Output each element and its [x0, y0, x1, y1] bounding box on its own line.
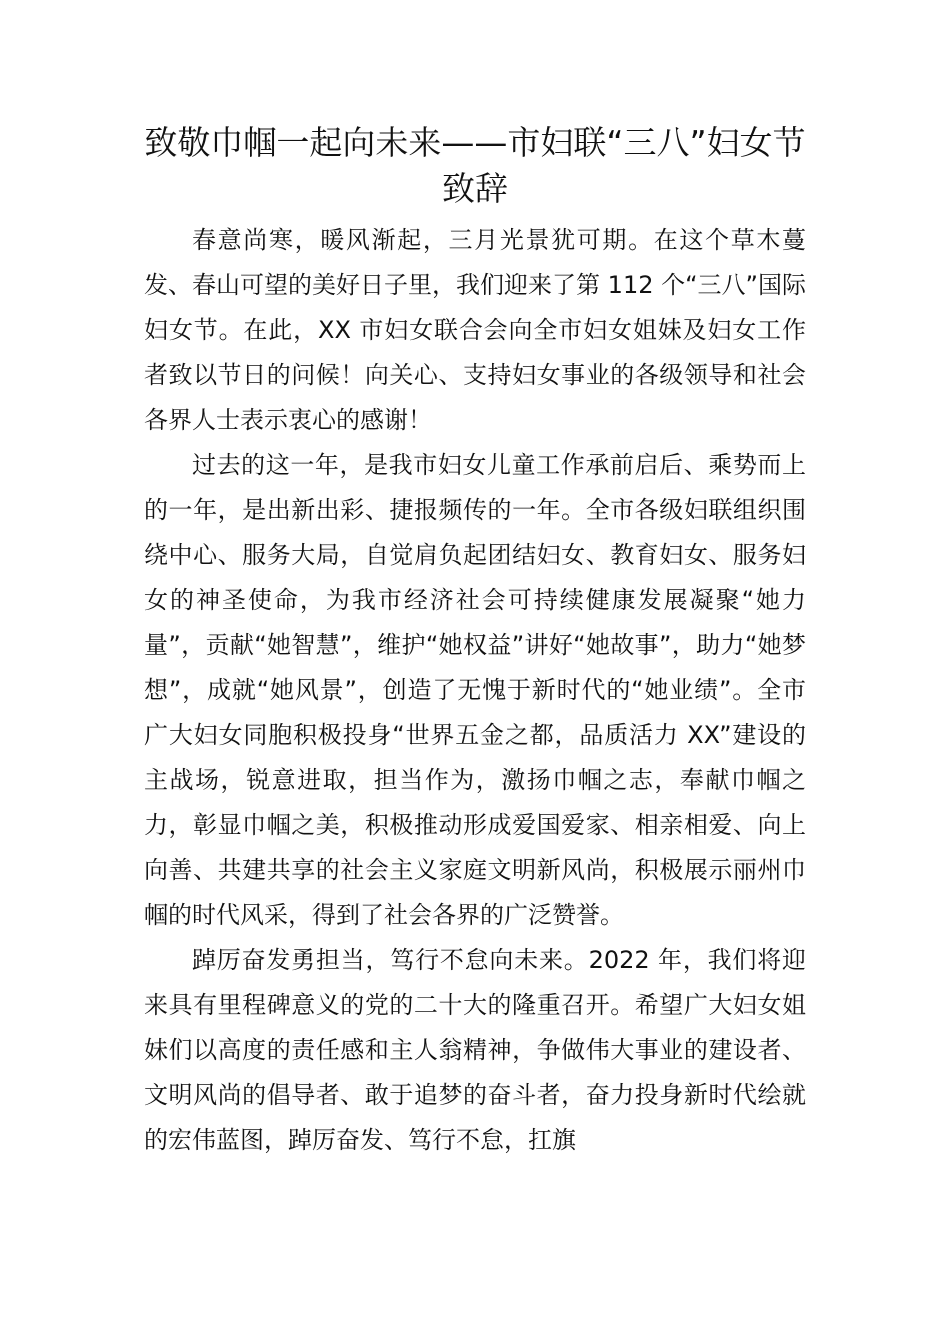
paragraph-1: 春意尚寒，暖风渐起，三月光景犹可期。在这个草木蔓发、春山可望的美好日子里，我们迎来了第 112 个“三八”国际妇女节。在此，XX 市妇女联合会向全市妇女姐妹及妇女工作者致以节日的问候！向关心、支持妇女事业的各级领导和社会各界人士表示衷心的感谢！ — [144, 226, 806, 434]
paragraph-3: 踔厉奋发勇担当，笃行不怠向未来。2022 年，我们将迎来具有里程碑意义的党的二十大的隆重召开。希望广大妇女姐妹们以高度的责任感和主人翁精神，争做伟大事业的建设者、文明风尚的倡导者、敢于追梦的奋斗者，奋力投身新时代绘就的宏伟蓝图，踔厉奋发、笃行不怠，扛旗 — [144, 946, 806, 1154]
document-title: 致敬巾帼一起向未来——市妇联“三八”妇女节致辞 — [144, 123, 806, 208]
document-body — [144, 218, 806, 1163]
paragraph-2: 过去的这一年，是我市妇女儿童工作承前启后、乘势而上的一年，是出新出彩、捷报频传的一年。全市各级妇联组织围绕中心、服务大局，自觉肩负起团结妇女、教育妇女、服务妇女的神圣使命，为我市经济社会可持续健康发展凝聚“她力量”，贡献“她智慧”，维护“她权益”讲好“她故事”，助力“她梦想”，成就“她风景”，创造了无愧于新时代的“她业绩”。全市广大妇女同胞积极投身“世界五金之都，品质活力 XX”建设的主战场，锐意进取，担当作为，激扬巾帼之志，奉献巾帼之力，彰显巾帼之美，积极推动形成爱国爱家、相亲相爱、向上向善、共建共享的社会主义家庭文明新风尚，积极展示丽州巾帼的时代风采，得到了社会各界的广泛赞誉。 — [144, 451, 806, 929]
